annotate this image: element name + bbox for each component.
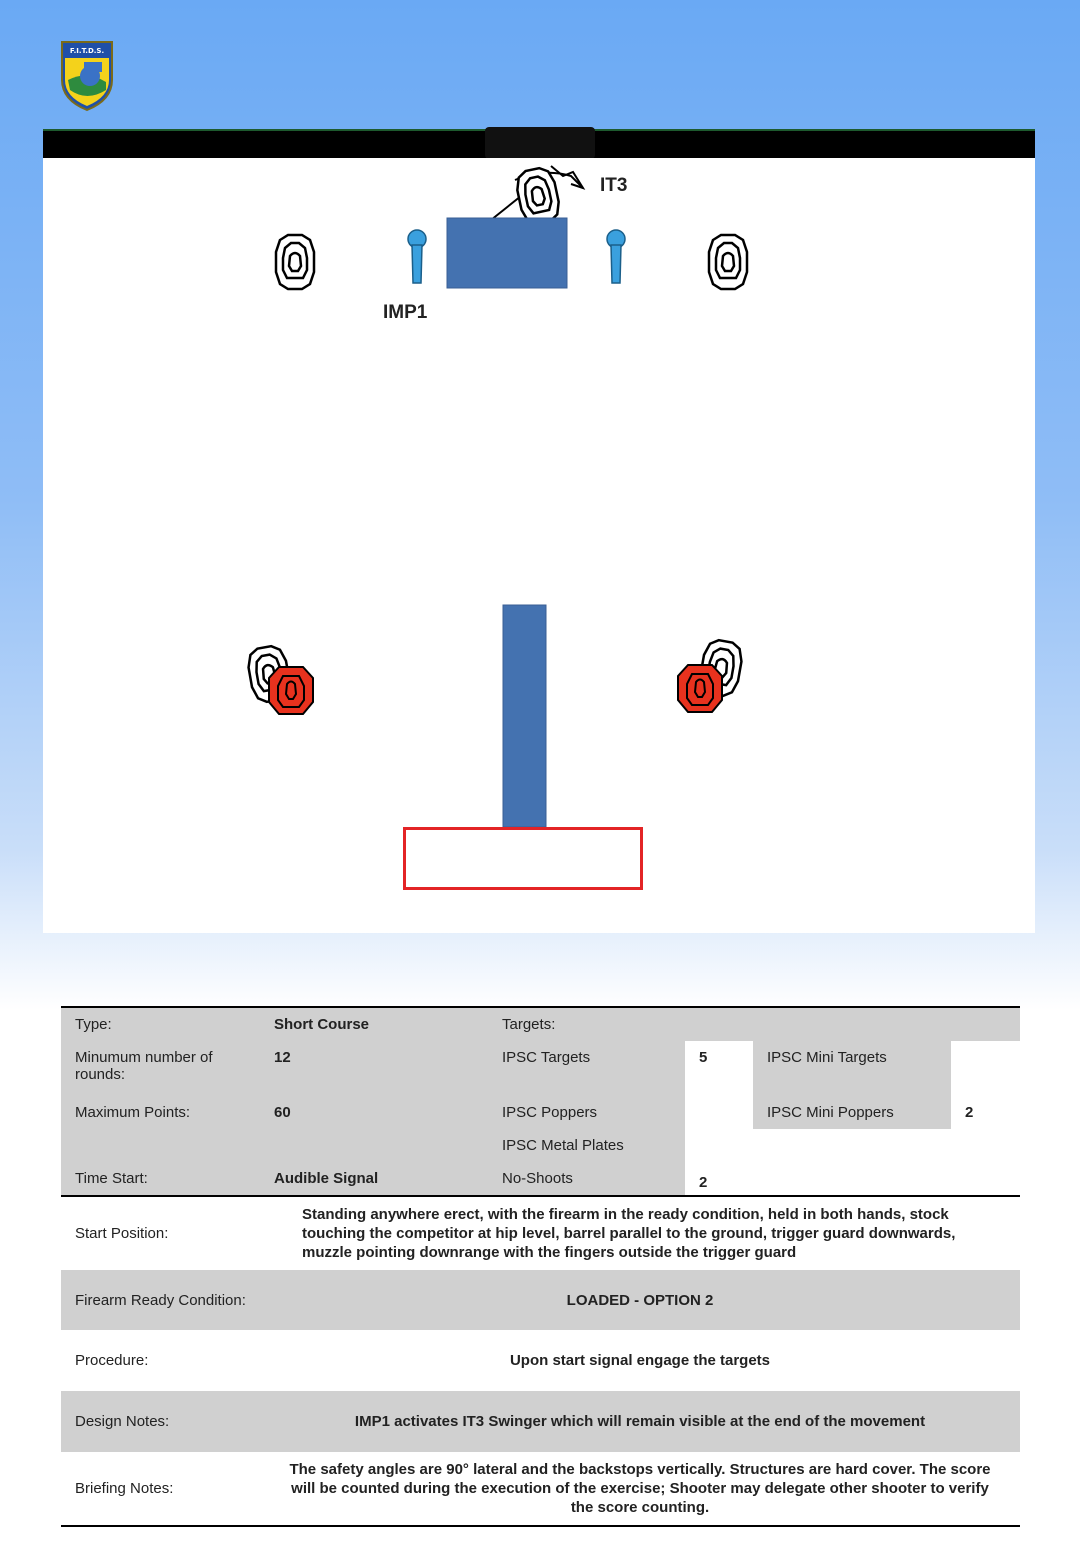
paper-target-top-right	[709, 235, 747, 289]
no-shoots-value: 2	[685, 1161, 753, 1196]
header-tab	[485, 127, 595, 159]
ipsc-targets-label: IPSC Targets	[488, 1041, 685, 1095]
firearm-ready-value: LOADED - OPTION 2	[260, 1270, 1020, 1330]
target-group-right	[678, 638, 744, 712]
time-start-label: Time Start:	[61, 1161, 260, 1196]
procedure-value: Upon start signal engage the targets	[260, 1330, 1020, 1391]
logo-text: F.I.T.D.S.	[69, 47, 105, 55]
center-wall	[503, 605, 546, 827]
ipsc-poppers-value	[685, 1095, 753, 1129]
design-notes-label: Design Notes:	[61, 1391, 260, 1452]
target-group-left	[246, 644, 313, 714]
type-value: Short Course	[260, 1007, 488, 1041]
type-label: Type:	[61, 1007, 260, 1041]
targets-label: Targets:	[488, 1007, 1020, 1041]
firearm-ready-label: Firearm Ready Condition:	[61, 1270, 260, 1330]
start-position-label: Start Position:	[61, 1196, 260, 1270]
min-rounds-label: Minumum number of rounds:	[61, 1041, 260, 1095]
time-start-value: Audible Signal	[260, 1161, 488, 1196]
no-shoots-label: No-Shoots	[488, 1161, 685, 1196]
design-notes-value: IMP1 activates IT3 Swinger which will remain visible at the end of the movement	[260, 1391, 1020, 1452]
start-position-value: Standing anywhere erect, with the firearm in the ready condition, held in both hands, stock touching the competitor at hip level, barrel parallel to the ground, trigger guard downwards, muzzle pointing downrange with the fingers outside the trigger guard	[260, 1196, 1020, 1270]
stage-diagram	[43, 158, 1035, 933]
popper-imp1	[408, 230, 426, 283]
paper-target-top-left	[276, 235, 314, 289]
stage-info-table	[61, 1006, 1020, 1527]
stage-svg	[43, 158, 1035, 933]
ipsc-targets-value: 5	[685, 1041, 753, 1095]
ipsc-mini-targets-label: IPSC Mini Targets	[753, 1041, 951, 1095]
procedure-label: Procedure:	[61, 1330, 260, 1391]
max-points-value: 60	[260, 1095, 488, 1129]
ipsc-mini-poppers-label: IPSC Mini Poppers	[753, 1095, 951, 1129]
ipsc-mini-poppers-value: 2	[951, 1095, 1020, 1129]
top-wall	[447, 218, 567, 288]
ipsc-poppers-label: IPSC Poppers	[488, 1095, 685, 1129]
label-it3: IT3	[600, 175, 628, 196]
fitds-logo	[60, 40, 114, 112]
label-imp1: IMP1	[383, 302, 428, 323]
ipsc-metal-plates-label: IPSC Metal Plates	[488, 1129, 685, 1161]
start-area-box	[403, 827, 643, 890]
max-points-label: Maximum Points:	[61, 1095, 260, 1129]
popper-right	[607, 230, 625, 283]
briefing-notes-value: The safety angles are 90° lateral and the backstops vertically. Structures are hard cover. The score will be counted during the execution of the exercise; Shooter may delegate other shooter to verify the score counting.	[260, 1452, 1020, 1526]
swinger-target-it3	[491, 166, 583, 227]
ipsc-mini-targets-value	[951, 1041, 1020, 1095]
min-rounds-value: 12	[260, 1041, 488, 1095]
briefing-notes-label: Briefing Notes:	[61, 1452, 260, 1526]
